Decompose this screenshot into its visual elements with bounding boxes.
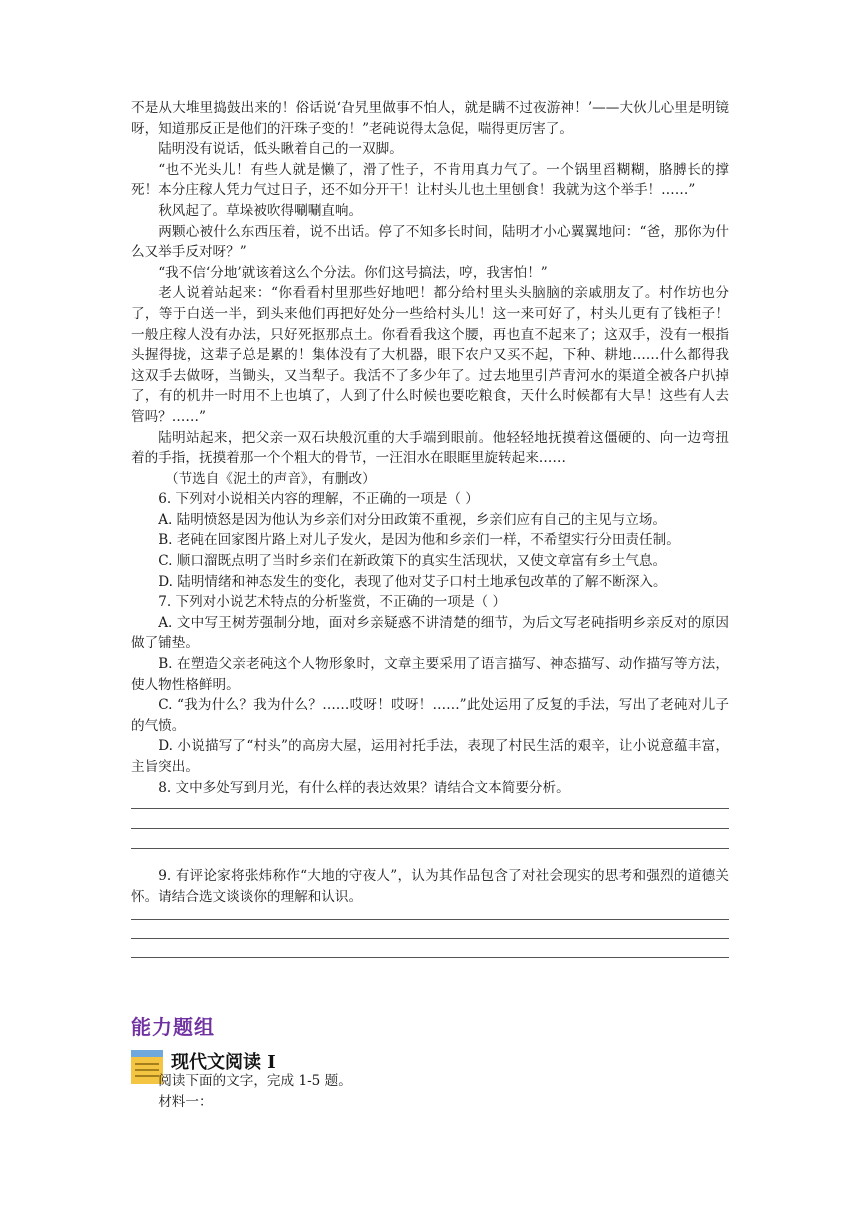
question-8-answer-lines <box>131 808 729 849</box>
material-label: 材料一： <box>158 1093 213 1110</box>
sub-title: 现代文阅读 I <box>171 1052 276 1073</box>
answer-line <box>131 828 729 829</box>
section-title: 能力题组 <box>131 1015 215 1039</box>
section-intro <box>131 1071 729 1112</box>
question-6-option-d: D. 陆明情绪和神态发生的变化，表现了他对艾子口村土地承包改革的了解不断深入。 <box>158 573 667 590</box>
answer-line <box>131 808 729 809</box>
passage-paragraph: 陆明站起来，把父亲一双石块般沉重的大手端到眼前。他轻轻地抚摸着这僵硬的、向一边弯扭着的手指，抚摸着那一个个粗大的骨节，一汪泪水在眼眶里旋转起来…… <box>131 429 729 467</box>
passage-paragraph: 老人说着站起来：“你看看村里那些好地吧！都分给村里头头脑脑的亲戚朋友了。村作坊也分了，等于白送一半，到头来他们再把好处分一些给村头儿！这一来可好了，村头儿更有了钱柜子！一般庄稼人没有办法，只好死抠那点土。你看看我这个腰，再也直不起来了；这双手，没有一根指头握得拢，这辈子总是累的！集体没有了大机器，眼下农户又买不起，下种、耕地……什么都得我这双手去做呀，当锄头，又当犁子。我活不了多少年了。过去地里引芦青河水的渠道全被各户扒掉了，有的机井一时用不上也填了，人到了什么时候也要吃粮食，天什么时候都有大旱！这些有人去管吗？……” <box>131 285 729 425</box>
answer-line <box>131 919 729 920</box>
question-9-stem: 9. 有评论家将张炜称作“大地的守夜人”，认为其作品包含了对社会现实的思考和强烈的道德关怀。请结合选文谈谈你的理解和认识。 <box>131 868 729 905</box>
question-6-option-a: A. 陆明愤怒是因为他认为乡亲们对分田政策不重视，乡亲们应有自己的主见与立场。 <box>158 511 667 528</box>
answer-line <box>131 938 729 939</box>
passage-paragraph: 不是从大堆里捣鼓出来的！俗话说‘旮旯里做事不怕人，就是瞒不过夜游神！’——大伙儿心里是明镜呀，知道那反正是他们的汗珠子变的！”老砘说得太急促，喘得更厉害了。 <box>131 100 729 137</box>
question-7-option-b: B. 在塑造父亲老砘这个人物形象时，文章主要采用了语言描写、神态描写、动作描写等方法，使人物性格鲜明。 <box>131 656 729 693</box>
question-8-stem: 8. 文中多处写到月光，有什么样的表达效果？请结合文本简要分析。 <box>158 779 570 796</box>
question-6-option-c: C. 顺口溜既点明了当时乡亲们在新政策下的真实生活现状，又使文章富有乡土气息。 <box>158 553 667 570</box>
question-7-option-a: A. 文中写王树芳强制分地，面对乡亲疑惑不讲清楚的细节，为后文写老砘指明乡亲反对的原因做了铺垫。 <box>131 614 729 652</box>
question-7-option-c: C. “我为什么？我为什么？……哎呀！哎呀！……”此处运用了反复的手法，写出了老砘对儿子的气愤。 <box>131 697 729 734</box>
passage-paragraph: 陆明没有说话，低头瞅着自己的一双脚。 <box>158 141 403 158</box>
question-6-option-b: B. 老砘在回家图片路上对儿子发火，是因为他和乡亲们一样，不希望实行分田责任制。 <box>158 532 680 549</box>
question-7-option-d: D. 小说描写了“村头”的高房大屋，运用衬托手法，表现了村民生活的艰辛，让小说意蕴丰富，主旨突出。 <box>131 738 729 775</box>
passage-content <box>131 98 729 976</box>
passage-paragraph: “也不光头儿！有些人就是懒了，滑了性子，不肯用真力气了。一个锅里舀糊糊，胳膊长的撑死！本分庄稼人凭力气过日子，还不如分开干！让村头儿也土里刨食！我就为这个举手！……” <box>131 161 729 199</box>
question-9-answer-lines <box>131 919 729 958</box>
passage-paragraph: 秋风起了。草垛被吹得唰唰直响。 <box>158 202 363 219</box>
answer-line <box>131 957 729 958</box>
passage-paragraph: 两颗心被什么东西压着，说不出话。停了不知多长时间，陆明才小心翼翼地问：“爸，那你为什么又举手反对呀？” <box>131 223 729 261</box>
passage-paragraph: “我不信‘分地’就该着这么个分法。你们这号搞法，哼，我害怕！” <box>158 264 548 281</box>
source-note: （节选自《泥土的声音》，有删改） <box>165 470 376 487</box>
question-6-stem: 6. 下列对小说相关内容的理解，不正确的一项是（ ） <box>158 491 479 508</box>
answer-line <box>131 848 729 849</box>
instruction: 阅读下面的文字，完成 1-5 题。 <box>158 1073 352 1089</box>
question-7-stem: 7. 下列对小说艺术特点的分析鉴赏，不正确的一项是（ ） <box>158 594 507 611</box>
